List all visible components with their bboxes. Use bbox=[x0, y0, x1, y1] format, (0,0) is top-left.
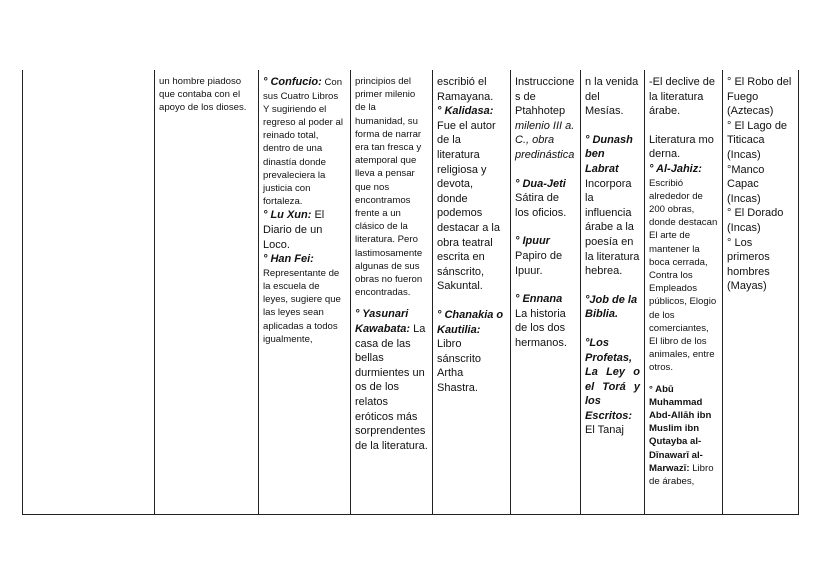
entry-text: n la venida del Mesías. bbox=[585, 76, 639, 118]
author-name: ° Confucio: bbox=[263, 76, 322, 88]
list-item: ° El Dorado (Incas) bbox=[727, 207, 784, 234]
entry-text: El Tanaj bbox=[585, 424, 624, 437]
entry-text: Instruccione s de Ptahhotep bbox=[515, 76, 575, 118]
entry-text: Fue el autor de la literatura religiosa y devota, donde podemos destacar a la obra teatral escrita en sánscrito, Sakuntal. bbox=[437, 119, 500, 293]
entry-abu-muhammad: ° Abū Muhammad Abd-Allāh ibn Muslim ibn Qutayba al-Dīnawarī al-Marwazī: Libro de árabes, bbox=[649, 383, 714, 488]
cell-col7 bbox=[581, 70, 645, 514]
cell-empty bbox=[23, 70, 155, 514]
entry-text: Escribió alrededor de 200 obras, donde destacan El arte de mantener la boca cerrada, Contra los Empleados públicos, Elogio de los comerciantes, El libro de los animales, entre otros. bbox=[649, 177, 718, 374]
author-name: ° Dua-Jeti bbox=[515, 177, 566, 190]
author-name: ° Kalidasa: bbox=[437, 105, 494, 118]
author-name: ° Yasunari Kawabata: bbox=[355, 308, 411, 336]
cell-col9 bbox=[723, 70, 799, 514]
entry-lu-xun: ° Lu Xun: El Diario de un Loco. bbox=[263, 209, 325, 251]
cell-col2 bbox=[155, 70, 259, 514]
cell-text: un hombre piadoso que contaba con el apoyo de los dioses. bbox=[159, 76, 247, 114]
entry-text: milenio III a. C., obra predinástica bbox=[515, 119, 575, 161]
table-row bbox=[23, 70, 799, 514]
author-name: ° Ennana bbox=[515, 293, 563, 306]
entry-confucio: ° Confucio: Con sus Cuatro Libros Y sugiriendo el regreso al poder al reinado total, dentro de una dinastía donde prevaleciera la justicia con fortaleza. bbox=[263, 76, 343, 208]
entry-text: Papiro de Ipuur. bbox=[515, 249, 563, 277]
cell-col3 bbox=[259, 70, 351, 514]
author-name: °Los Profetas, La Ley o el Torá y los Escritos: bbox=[585, 336, 640, 422]
list-item: ° El Robo del Fuego (Aztecas) bbox=[727, 76, 792, 118]
cell-col4 bbox=[351, 70, 433, 514]
author-name: ° Ipuur bbox=[515, 235, 550, 248]
author-name: ° Al-Jahiz: bbox=[649, 162, 702, 175]
entry-text: Sátira de los oficios. bbox=[515, 192, 567, 219]
entry-text: Libro sánscrito Artha Shastra. bbox=[437, 338, 482, 394]
literature-table bbox=[22, 70, 799, 515]
cell-col5 bbox=[433, 70, 511, 514]
entry-kawabata: ° Yasunari Kawabata: La casa de las bellas durmientes un os de los relatos eróticos más sorprendentes de la literatura. bbox=[355, 308, 428, 452]
entry-text: principios del primer milenio de la humanidad, su forma de narrar era tan fresca y atemporal que lleva a pensar que nos encontramos frente a un clásico de la literatura. Pero lastimosamente algunas de sus obras no fueron encontradas. bbox=[355, 76, 423, 299]
list-item: °Manco Capac (Incas) bbox=[727, 163, 765, 205]
author-name: °Job de la Biblia. bbox=[585, 293, 638, 321]
cell-col8 bbox=[645, 70, 723, 514]
author-name: ° Abū Muhammad Abd-Allāh ibn Muslim ibn Qutayba al-Dīnawarī al-Marwazī: bbox=[649, 383, 712, 474]
entry-text: escribió el Ramayana. bbox=[437, 76, 494, 103]
entry-text: Literatura mo derna. bbox=[649, 133, 714, 161]
author-name: ° Chanakia o Kautilia: bbox=[437, 308, 504, 336]
entry-text: Incorpora la influencia árabe a la poesía en la literatura hebrea. bbox=[585, 177, 640, 278]
author-name: ° Han Fei: bbox=[263, 253, 314, 266]
entry-text: -El declive de la literatura árabe. bbox=[649, 76, 716, 118]
author-name: ° Lu Xun: bbox=[263, 209, 312, 222]
list-item: ° El Lago de Titicaca (Incas) bbox=[727, 119, 788, 161]
list-item: ° Los primeros hombres (Mayas) bbox=[727, 236, 770, 293]
entry-text: Representante de la escuela de leyes, sugiere que las leyes sean aplicadas a todos igualmente, bbox=[263, 267, 341, 345]
entry-text: La historia de los dos hermanos. bbox=[515, 307, 567, 349]
cell-col6 bbox=[511, 70, 581, 514]
author-name: ° Dunash ben Labrat bbox=[585, 133, 633, 175]
